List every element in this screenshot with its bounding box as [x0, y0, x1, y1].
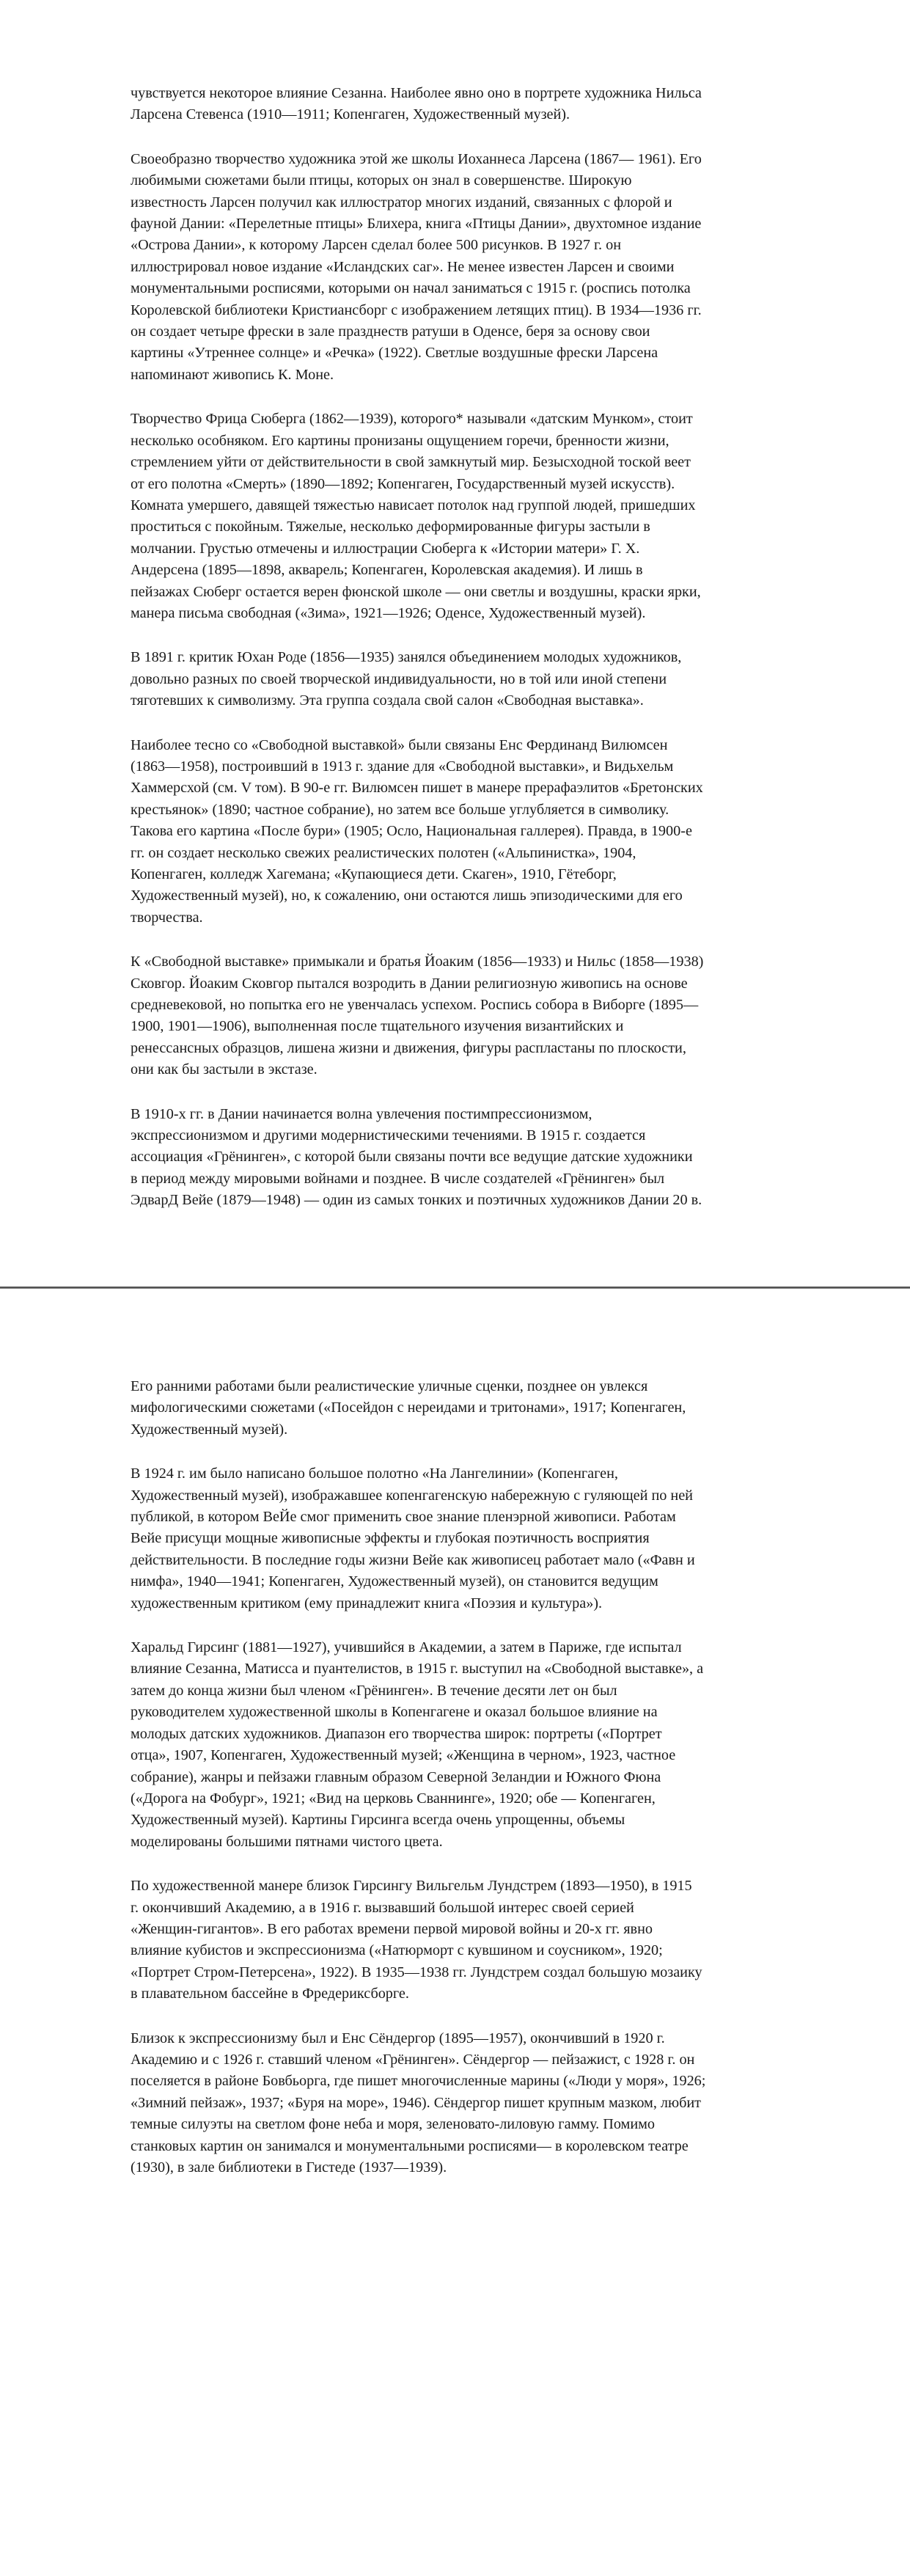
- text-line: Вейе присущи мощные живописные эффекты и глубокая поэтичность восприятия: [131, 1530, 650, 1547]
- text-line: 1900, 1901—1906), выполненная после тщательного изучения византийских и: [131, 1018, 624, 1035]
- text-line: влияние кубистов и экспрессионизма («Натюрморт с кувшином и соусником», 1920;: [131, 1942, 663, 1959]
- text-line: темные силуэты на светлом фоне неба и моря, зеленовато-лиловую гамму. Помимо: [131, 2116, 655, 2133]
- text-line: Его ранними работами были реалистические уличные сценки, позднее он увлекся: [131, 1378, 648, 1394]
- text-line: (1863—1958), построивший в 1913 г. здание для «Свободной выставки», и Видьхельм: [131, 758, 674, 775]
- text-line: По художественной манере близок Гирсингу Вильгельм Лундстрем (1893—1950), в 1915: [131, 1878, 692, 1895]
- text-line: Копенгаген, колледж Хагемана; «Купающиеся дети. Скаген», 1910, Гётеборг,: [131, 866, 617, 882]
- text-line: гг. он создает несколько свежих реалистических полотен («Альпинистка», 1904,: [131, 844, 636, 861]
- text-line: собрание), жанры и пейзажи главным образом Северной Зеландии и Южного Фюна: [131, 1768, 661, 1785]
- text-line: Художественный музей). Картины Гирсинга всегда очень упрощенны, объемы: [131, 1812, 625, 1829]
- text-line: тяготевших к символизму. Эта группа создала свой салон «Свободная выставка».: [131, 692, 644, 709]
- text-line: напоминают живопись К. Моне.: [131, 366, 334, 383]
- text-line: Художественный музей), изображавшее копенгагенскую набережную с гуляющей по ней: [131, 1487, 693, 1504]
- text-line: нимфа», 1940—1941; Копенгаген, Художественный музей), он становится ведущим: [131, 1573, 658, 1590]
- text-line: крестьянок» (1890; частное собрание), но затем все больше углубляется в символику.: [131, 801, 669, 818]
- text-line: ассоциация «Грёнинген», с которой были связаны почти все ведущие датские художники: [131, 1149, 693, 1166]
- paragraph: [131, 1376, 820, 1441]
- page-1-text: [131, 83, 820, 1234]
- text-line: («Дорога на Фобург», 1921; «Вид на церковь Сваннинге», 1920; обе — Копенгаген,: [131, 1790, 656, 1807]
- text-line: ЭдварД Вейе (1879—1948) — один из самых тонких и поэтичных художников Дании 20 в.: [131, 1192, 702, 1209]
- text-line: В 1924 г. им было написано большое полотно «На Лангелинии» (Копенгаген,: [131, 1466, 618, 1482]
- text-line: руководителем художественной школы в Копенгагене и оказал большое влияние на: [131, 1704, 658, 1721]
- paragraph: [131, 647, 820, 711]
- text-line: Своеобразно творчество художника этой же школы Иоханнеса Ларсена (1867— 1961). Его: [131, 150, 702, 167]
- text-line: «Зимний пейзаж», 1937; «Буря на море», 1946). Сёндергор пишет крупным мазком, любит: [131, 2094, 701, 2111]
- text-line: Наиболее тесно со «Свободной выставкой» были связаны Енс Фердинанд Вилюмсен: [131, 736, 668, 753]
- text-line: от его полотна «Смерть» (1890—1892; Копенгаген, Государственный музей искусств).: [131, 475, 675, 492]
- paragraph: [131, 149, 820, 386]
- text-line: иллюстрировал новое издание «Исландских саг». Не менее известен Ларсен и своими: [131, 258, 675, 275]
- text-line: (1930), в зале библиотеки в Гистеде (1937—1939).: [131, 2159, 447, 2176]
- text-line: в период между мировыми войнами и позднее. В числе создателей «Грёнинген» был: [131, 1170, 665, 1187]
- text-line: чувствуется некоторое влияние Сезанна. Наиболее явно оно в портрете художника Нильса: [131, 85, 702, 101]
- text-line: Сковгор. Йоаким Сковгор пытался возродить в Дании религиозную живопись на основе: [131, 975, 688, 992]
- text-line: «Острова Дании», к которому Ларсен сделал более 500 рисунков. В 1927 г. он: [131, 237, 621, 254]
- paragraph: [131, 83, 820, 126]
- text-line: в плавательном бассейне в Фредериксборге.: [131, 1986, 409, 2002]
- paragraph: [131, 2028, 820, 2179]
- text-line: творчества.: [131, 909, 203, 926]
- text-line: затем до конца жизни был членом «Грёнинген». В течение десяти лет он был: [131, 1682, 617, 1699]
- text-line: стремлением уйти от действительности в свой замкнутый мир. Безысходной тоской веет: [131, 454, 691, 471]
- text-line: мифологическими сюжетами («Посейдон с нереидами и тритонами», 1917; Копенгаген,: [131, 1399, 686, 1416]
- text-line: К «Свободной выставке» примыкали и братья Йоаким (1856—1933) и Нильс (1858—1938): [131, 954, 704, 970]
- text-line: станковых картин он занимался и монументальными росписями— в королевском театре: [131, 2137, 689, 2154]
- text-line: картины «Утреннее солнце» и «Речка» (1922). Светлые воздушные фрески Ларсена: [131, 345, 658, 362]
- paragraph: [131, 1104, 820, 1212]
- text-line: Академию и с 1926 г. ставший членом «Грёнинген». Сёндергор — пейзажист, с 1928 г. он: [131, 2051, 695, 2068]
- text-line: Художественный музей), но, к сожалению, они остаются лишь эпизодическими для его: [131, 888, 683, 904]
- text-line: экспрессионизмом и другими модернистическими течениями. В 1915 г. создается: [131, 1127, 646, 1144]
- text-line: поселяется в районе Бовбьорга, где пишет многочисленные марины («Люди у моря», 1926;: [131, 2073, 706, 2090]
- text-line: средневековой, но попытка его не увенчалась успехом. Роспись собора в Виборге (1895—: [131, 997, 699, 1014]
- text-line: Комната умершего, давящей тяжестью нависает потолок над группой людей, пришедших: [131, 497, 696, 513]
- page-2: [0, 1288, 910, 2576]
- text-line: отца», 1907, Копенгаген, Художественный музей; «Женщина в черном», 1923, частное: [131, 1747, 676, 1764]
- text-line: Такова его картина «После бури» (1905; Осло, Национальная галлерея). Правда, в 1900-е: [131, 823, 692, 840]
- paragraph: [131, 951, 820, 1080]
- text-line: влияние Сезанна, Матисса и пуантелистов, в 1915 г. выступил на «Свободной выставке», а: [131, 1661, 704, 1677]
- text-line: фауной Дании: «Перелетные птицы» Блихера, книга «Птицы Дании», двухтомное издание: [131, 216, 702, 233]
- text-line: моделированы большими пятнами чистого цвета.: [131, 1833, 443, 1850]
- text-line: проститься с покойным. Тяжелые, несколько деформированные фигуры застыли в: [131, 519, 650, 535]
- text-line: художественным критиком (ему принадлежит книга «Поэзия и культура»).: [131, 1595, 603, 1611]
- text-line: действительности. В последние годы жизни Вейе как живописец работает мало («Фавн и: [131, 1551, 695, 1568]
- text-line: Андерсена (1895—1898, акварель; Копенгаген, Королевская академия). И лишь в: [131, 562, 643, 579]
- text-line: Близок к экспрессионизму был и Енс Сёндергор (1895—1957), окончивший в 1920 г.: [131, 2030, 665, 2046]
- paragraph: [131, 1637, 820, 1853]
- text-line: В 1910-х гг. в Дании начинается волна увлечения постимпрессионизмом,: [131, 1105, 592, 1122]
- text-line: несколько особняком. Его картины пронизаны ощущением горечи, бренности жизни,: [131, 432, 669, 449]
- text-line: Творчество Фрица Сюберга (1862—1939), которого* называли «датским Мунком», стоит: [131, 411, 693, 428]
- text-line: пейзажах Сюберг остается верен фюнской школе — они светлы и воздушны, краски ярки,: [131, 583, 701, 600]
- paragraph: [131, 1463, 820, 1614]
- text-line: «Женщин-гигантов». В его работах времени первой мировой войны и 20-х гг. явно: [131, 1920, 653, 1937]
- text-line: любимыми сюжетами были птицы, которых он знал в совершенстве. Широкую: [131, 172, 632, 189]
- text-line: молодых датских художников. Диапазон его творчества широк: портреты («Портрет: [131, 1725, 662, 1742]
- text-line: «Портрет Стром-Петерсена», 1922). В 1935—1938 гг. Лундстрем создал большую мозаику: [131, 1964, 702, 1980]
- text-line: манера письма свободная («Зима», 1921—1926; Оденсе, Художественный музей).: [131, 604, 646, 621]
- text-line: известность Ларсен получил как иллюстратор многих изданий, связанных с флорой и: [131, 194, 672, 211]
- page-2-text: [131, 1376, 820, 2201]
- text-line: Харальд Гирсинг (1881—1927), учившийся в Академии, а затем в Париже, где испытал: [131, 1639, 682, 1656]
- text-line: он создает четыре фрески в зале празднеств ратуши в Оденсе, беря за основу свои: [131, 323, 650, 340]
- paragraph: [131, 1876, 820, 2005]
- text-line: довольно разных по своей творческой индивидуальности, но в той или иной степени: [131, 670, 667, 687]
- paragraph: [131, 409, 820, 624]
- text-line: ренессансных образцов, лишена жизни и движения, фигуры распластаны по плоскости,: [131, 1039, 686, 1056]
- text-line: Королевской библиотеки Кристиансборг с изображением летящих птиц). В 1934—1936 гг.: [131, 301, 702, 318]
- text-line: г. окончивший Академию, а в 1916 г. вызвавший большой интерес своей серией: [131, 1899, 634, 1916]
- text-line: Художественный музей).: [131, 1421, 288, 1438]
- text-line: Ларсена Стевенса (1910—1911; Копенгаген, Художественный музей).: [131, 106, 570, 123]
- text-line: монументальными росписями, которыми он начал заниматься с 1915 г. (роспись потолка: [131, 280, 691, 297]
- text-line: В 1891 г. критик Юхан Роде (1856—1935) занялся объединением молодых художников,: [131, 649, 682, 666]
- text-line: публикой, в котором ВеЙе смог применить свое знание пленэрной живописи. Работам: [131, 1509, 676, 1526]
- paragraph: [131, 735, 820, 929]
- text-line: они как бы застыли в экстазе.: [131, 1061, 318, 1078]
- text-line: Хаммерсхой (см. V том). В 90-е гг. Вилюмсен пишет в манере прерафаэлитов «Бретонских: [131, 780, 703, 797]
- text-line: молчании. Грустью отмечены и иллюстрации Сюберга к «Истории матери» Г. X.: [131, 540, 640, 557]
